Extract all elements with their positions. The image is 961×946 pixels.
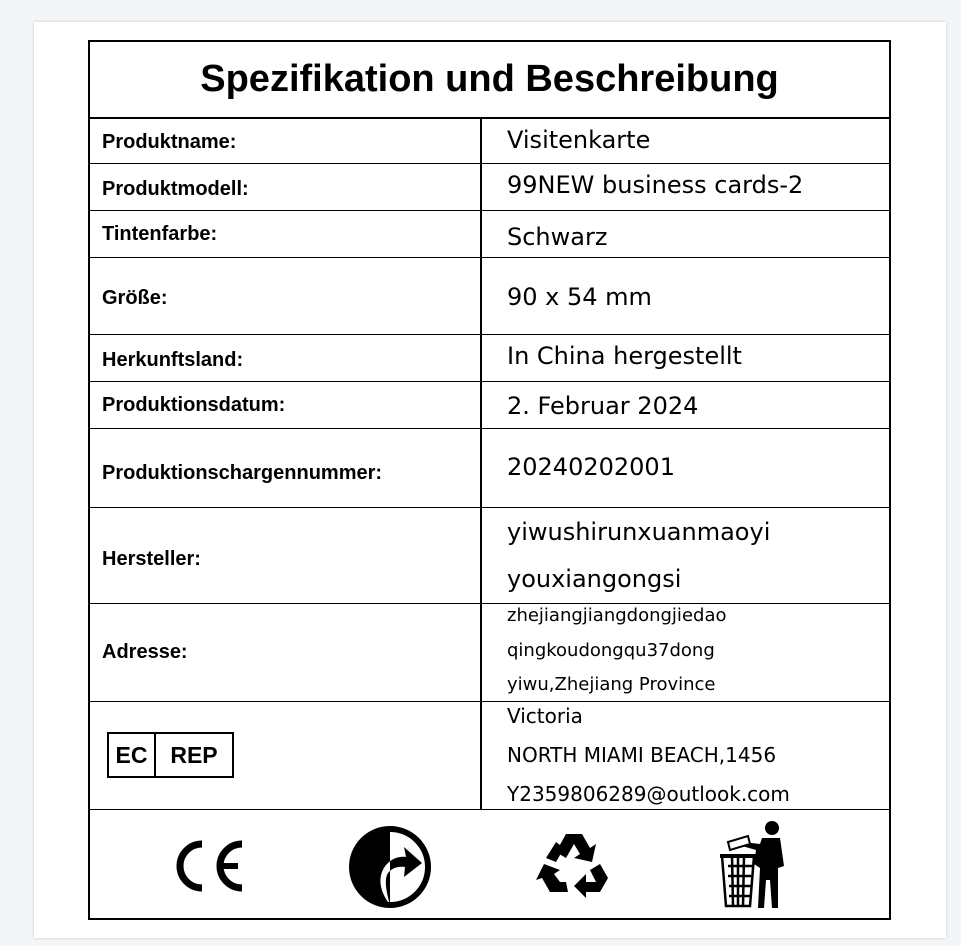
green-dot-icon: [348, 825, 432, 909]
label-manufacturer: Hersteller:: [102, 548, 201, 570]
row-country: [90, 335, 889, 382]
row-production-date: [90, 382, 889, 429]
value-ink-color: Schwarz: [507, 223, 608, 251]
value-manufacturer-line-2: youxiangongsi: [507, 565, 682, 593]
weee-tidyman-icon: [718, 820, 796, 912]
value-manufacturer-line-1: yiwushirunxuanmaoyi: [507, 518, 771, 546]
label-size: Größe:: [102, 287, 168, 309]
label-product-model: Produktmodell:: [102, 178, 249, 200]
value-country: In China hergestellt: [507, 342, 742, 370]
row-manufacturer: [90, 508, 889, 604]
row-product-model: [90, 164, 889, 211]
value-batch-number: 20240202001: [507, 453, 675, 481]
label-batch-number: Produktionschargennummer:: [102, 462, 383, 484]
value-product-model: 99NEW business cards-2: [507, 171, 804, 199]
label-address: Adresse:: [102, 641, 188, 663]
row-address: [90, 604, 889, 702]
value-production-date: 2. Februar 2024: [507, 392, 699, 420]
value-address-line-3: yiwu,Zhejiang Province: [507, 674, 716, 695]
value-product-name: Visitenkarte: [507, 126, 651, 154]
label-product-name: Produktname:: [102, 131, 237, 153]
ec-rep-email: Y2359806289@outlook.com: [507, 782, 790, 806]
ec-rep-mark-left: EC: [109, 734, 156, 776]
row-size: [90, 258, 889, 335]
label-production-date: Produktionsdatum:: [102, 394, 286, 416]
ec-rep-address: NORTH MIAMI BEACH,1456: [507, 743, 777, 767]
ce-mark-icon: [168, 838, 246, 894]
row-ec-rep: [90, 702, 889, 810]
spec-table: [88, 40, 891, 920]
row-product-name: [90, 117, 889, 164]
page-title: Spezifikation und Beschreibung: [90, 42, 889, 119]
row-ink-color: [90, 211, 889, 258]
ec-rep-mark: [107, 732, 234, 778]
row-batch-number: [90, 429, 889, 508]
ec-rep-name: Victoria: [507, 704, 583, 728]
label-ink-color: Tintenfarbe:: [102, 223, 218, 245]
label-country: Herkunftsland:: [102, 349, 244, 371]
symbols-row: [90, 810, 889, 916]
recycle-icon: [536, 828, 612, 904]
value-address-line-1: zhejiangjiangdongjiedao: [507, 605, 727, 626]
ec-rep-mark-right: REP: [170, 741, 218, 768]
value-size: 90 x 54 mm: [507, 283, 652, 311]
value-address-line-2: qingkoudongqu37dong: [507, 640, 715, 661]
